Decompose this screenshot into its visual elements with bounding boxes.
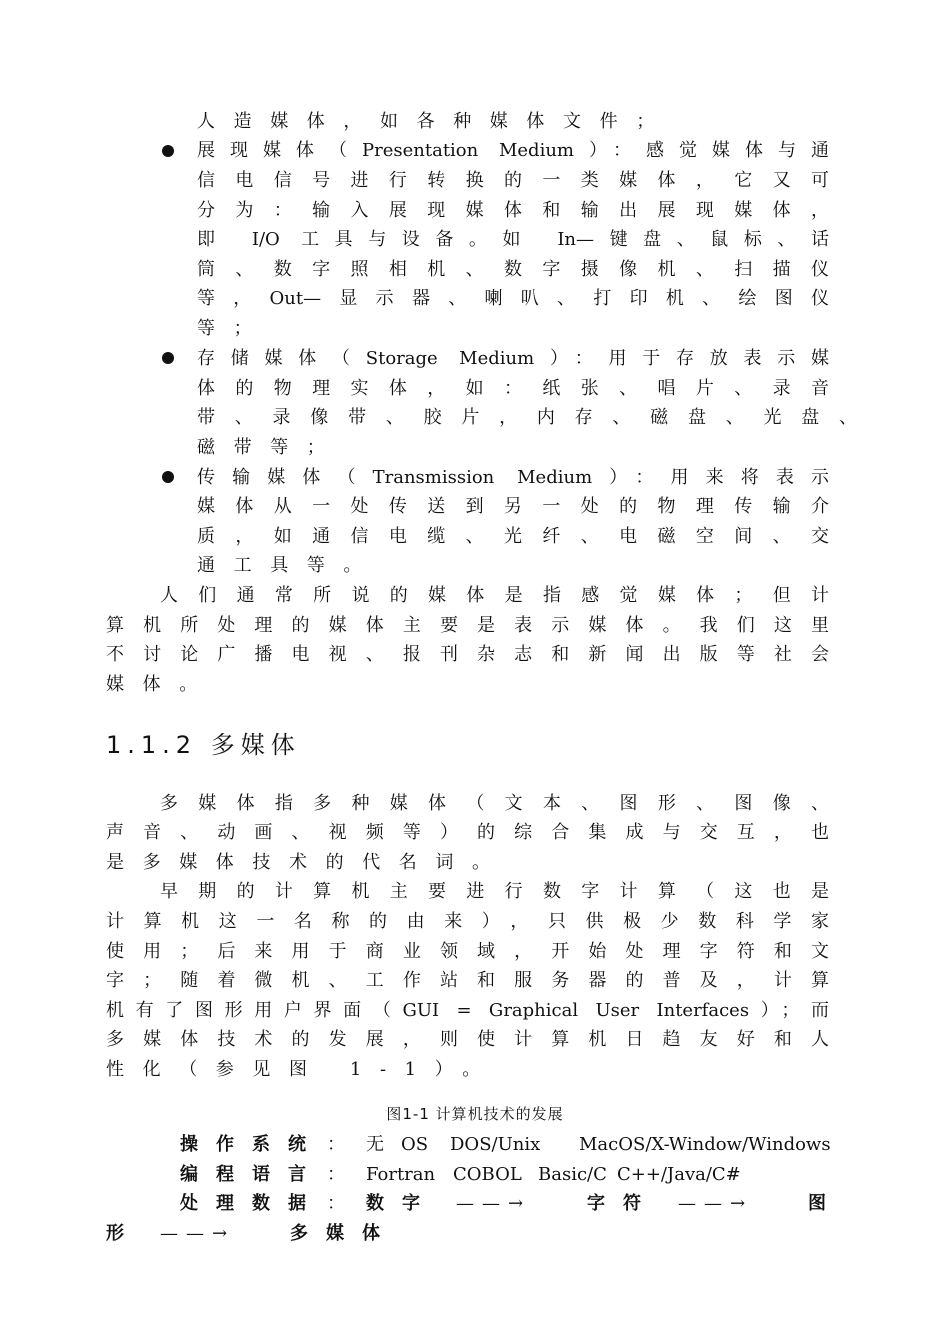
text-line: 质，如通信电缆、光纤、电磁空间、交 (197, 526, 829, 547)
text-line: 体的物理实体，如：纸张、唱片、录音 (197, 378, 829, 399)
paragraph-line: 声音、动画、视频等）的综合集成与交互，也 (106, 822, 829, 843)
bullet-icon (162, 352, 174, 364)
text-line: 分为：输入展现媒体和输出展现媒体， (197, 200, 829, 221)
data-stage: 数字 (366, 1193, 438, 1214)
text-line: 等，Out—显示器、喇叭、打印机、绘图仪 (197, 288, 829, 309)
lang-item: COBOL (453, 1164, 522, 1185)
figure-caption: 图1-1 计算机技术的发展 (386, 1105, 564, 1123)
row-separator: ： (327, 1164, 345, 1185)
section-heading: 1.1.2 多媒体 (106, 731, 301, 759)
text-line: 信电信号进行转换的一类媒体，它又可 (197, 170, 829, 191)
paragraph-line: 不讨论广播电视、报刊杂志和新闻出版等社会 (106, 644, 829, 665)
arrow-icon: ——→ (456, 1193, 532, 1214)
figure-row-data (180, 1189, 348, 1219)
paragraph-line: 是多媒体技术的代名词。 (106, 852, 509, 873)
paragraph-line: 字；随着微机、工作站和服务器的普及，计算 (106, 970, 829, 991)
paragraph-line: 早期的计算机主要进行数字计算（这也是 (160, 881, 829, 902)
paragraph-line: 算机所处理的媒体主要是表示媒体。我们这里 (106, 615, 829, 636)
arrow-icon: ——→ (678, 1193, 754, 1214)
figure-row-os (180, 1130, 348, 1160)
row-separator: ： (327, 1134, 345, 1155)
text-line: 带、录像带、胶片，内存、磁盘、光盘、 (197, 407, 857, 428)
data-stage: 图 (808, 1193, 826, 1214)
data-stage: 字符 (587, 1193, 659, 1214)
figure-row-lang (180, 1160, 348, 1190)
row-label: 编程语言 (180, 1164, 324, 1185)
os-item: OS (401, 1134, 429, 1155)
row-separator: ： (327, 1193, 345, 1214)
text-line: 媒体从一处传送到另一处的物理传输介 (197, 496, 829, 517)
bullet-icon (162, 471, 174, 483)
arrow-icon: ——→ (160, 1223, 236, 1244)
paragraph-line: 使用；后来用于商业领域，开始处理字符和文 (106, 941, 829, 962)
lang-item: Fortran (366, 1164, 436, 1185)
paragraph-line: 计算机这一名称的由来），只供极少数科学家 (106, 911, 829, 932)
text-line: 人造媒体，如各种媒体文件； (197, 111, 673, 132)
text-line: 磁带等； (197, 437, 344, 458)
text-line: 即 I/O 工具与设备。如 In—键盘、鼠标、话 (197, 229, 829, 250)
paragraph-line: 媒体。 (106, 674, 216, 695)
row-label: 操作系统 (180, 1134, 324, 1155)
paragraph-line: 性化（参见图 1-1）。 (106, 1059, 499, 1080)
paragraph-line: 人们通常所说的媒体是指感觉媒体；但计 (160, 585, 829, 606)
os-item: 无 (366, 1134, 384, 1155)
row-label: 处理数据 (180, 1193, 324, 1214)
data-stage-continued: 形 (106, 1223, 124, 1244)
list-item-presentation: 展现媒体（Presentation Medium）：感觉媒体与通 (197, 140, 829, 161)
text-line: 通工具等。 (197, 555, 380, 576)
os-item: MacOS/X-Window/Windows (579, 1134, 831, 1155)
paragraph-line: 多媒体技术的发展，则使计算机日趋友好和人 (106, 1029, 829, 1050)
list-item-storage: 存储媒体（Storage Medium）：用于存放表示媒 (197, 348, 829, 369)
lang-item: Basic/C (538, 1164, 607, 1185)
bullet-icon (162, 145, 174, 157)
text-line: 等； (197, 318, 271, 339)
paragraph-line: 多媒体指多种媒体（文本、图形、图像、 (160, 793, 829, 814)
data-stage: 多媒体 (290, 1223, 398, 1244)
list-item-transmission: 传输媒体（Transmission Medium）：用来将表示 (197, 467, 829, 488)
lang-item: C++/Java/C# (617, 1164, 741, 1185)
os-item: DOS/Unix (450, 1134, 541, 1155)
text-line: 筒、数字照相机、数字摄像机、扫描仪 (197, 259, 829, 280)
paragraph-line: 机有了图形用户界面（GUI = Graphical User Interfaces）；而 (106, 1000, 829, 1021)
